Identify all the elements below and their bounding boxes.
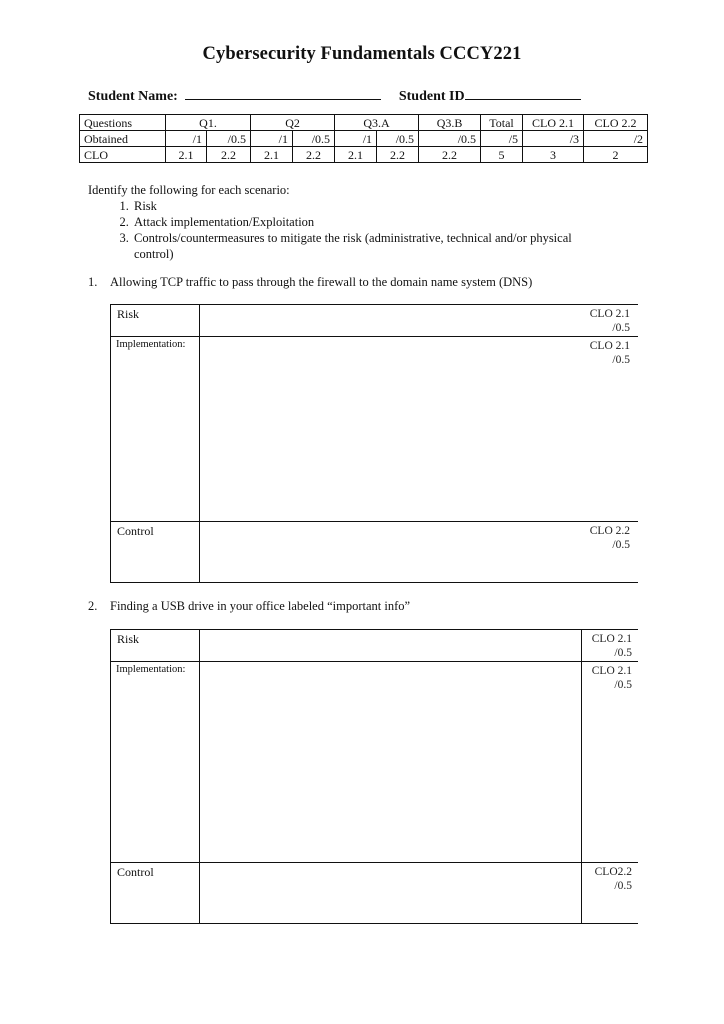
scenario-text: Finding a USB drive in your office labeled “important info” [110, 599, 411, 613]
points-tag: /0.5 [614, 679, 632, 691]
question-header: CLO 2.2 [584, 115, 648, 131]
row-score [582, 307, 630, 335]
obtained-cell[interactable]: /0.5 [419, 131, 481, 147]
clo-tag: CLO 2.1 [589, 308, 630, 320]
scenario-1-answer-box [110, 304, 638, 583]
clo-cell: 3 [523, 147, 584, 163]
clo-cell: 2.1 [166, 147, 207, 163]
points-tag: /0.5 [614, 880, 632, 892]
question-header: CLO 2.1 [523, 115, 584, 131]
clo-tag: CLO 2.1 [589, 340, 630, 352]
answer-area[interactable] [200, 863, 581, 923]
scenario-1-question [88, 275, 532, 290]
question-header: Q3.B [419, 115, 481, 131]
scenario-number: 2. [88, 599, 98, 613]
obtained-cell[interactable]: /3 [523, 131, 584, 147]
row-label: Implementation: [111, 337, 200, 521]
clo-cell: 2.1 [335, 147, 377, 163]
instructions-intro: Identify the following for each scenario: [88, 183, 290, 197]
answer-row-risk [111, 630, 638, 661]
obtained-cell[interactable]: /0.5 [207, 131, 251, 147]
student-id-label: Student ID [398, 89, 465, 104]
answer-row-implementation [111, 661, 638, 862]
answer-row-implementation [111, 336, 638, 521]
clo-cell: 2.1 [251, 147, 293, 163]
row-label: Risk [111, 630, 200, 661]
obtained-cell[interactable]: /5 [481, 131, 523, 147]
student-info-line [88, 86, 581, 105]
row-label: Control [111, 522, 200, 582]
grades-table [79, 114, 648, 163]
row-score [581, 863, 638, 923]
instruction-item: 1. Risk [132, 198, 604, 214]
clo-cell: 2.2 [377, 147, 419, 163]
obtained-cell[interactable]: /0.5 [377, 131, 419, 147]
row-label: Questions [80, 115, 166, 131]
row-score [581, 662, 638, 862]
scenario-number: 1. [88, 275, 98, 289]
answer-row-control [111, 521, 638, 582]
answer-area[interactable] [200, 337, 581, 521]
answer-area[interactable] [200, 630, 581, 661]
obtained-cell[interactable]: /1 [251, 131, 293, 147]
instruction-item: 3. Controls/countermeasures to mitigate the risk (administrative, technical and/or physical control) [132, 230, 604, 262]
obtained-cell[interactable]: /1 [166, 131, 207, 147]
row-label: Obtained [80, 131, 166, 147]
clo-tag: CLO2.2 [594, 866, 632, 878]
obtained-cell[interactable]: /1 [335, 131, 377, 147]
row-score [582, 524, 630, 552]
student-id-blank[interactable] [465, 86, 581, 100]
clo-tag: CLO 2.1 [591, 633, 632, 645]
points-tag: /0.5 [612, 539, 630, 551]
instructions-list [88, 198, 604, 262]
row-label: Implementation: [111, 662, 200, 862]
obtained-cell[interactable]: /0.5 [293, 131, 335, 147]
question-header: Q1. [166, 115, 251, 131]
row-label: Control [111, 863, 200, 923]
clo-tag: CLO 2.2 [589, 525, 630, 537]
grades-row-clo [80, 147, 648, 163]
clo-cell: 2.2 [293, 147, 335, 163]
grades-row-obtained [80, 131, 648, 147]
clo-cell: 5 [481, 147, 523, 163]
points-tag: /0.5 [612, 354, 630, 366]
points-tag: /0.5 [612, 322, 630, 334]
scenario-text: Allowing TCP traffic to pass through the firewall to the domain name system (DNS) [110, 275, 533, 289]
page-title: Cybersecurity Fundamentals CCCY221 [202, 44, 522, 64]
clo-cell: 2 [584, 147, 648, 163]
clo-tag: CLO 2.1 [591, 665, 632, 677]
obtained-cell[interactable]: /2 [584, 131, 648, 147]
points-tag: /0.5 [614, 647, 632, 659]
question-header: Q3.A [335, 115, 419, 131]
answer-area[interactable] [200, 522, 581, 582]
answer-area[interactable] [200, 662, 581, 862]
student-name-blank[interactable] [185, 86, 381, 100]
student-name-label: Student Name: [88, 89, 178, 104]
question-header: Total [481, 115, 523, 131]
scenario-2-answer-box [110, 629, 638, 924]
grades-row-questions [80, 115, 648, 131]
question-header: Q2 [251, 115, 335, 131]
answer-row-risk [111, 305, 638, 336]
clo-cell: 2.2 [419, 147, 481, 163]
scenario-2-question [88, 599, 410, 614]
instruction-item: 2. Attack implementation/Exploitation [132, 214, 604, 230]
row-score [581, 630, 638, 661]
instructions [88, 182, 604, 262]
answer-area[interactable] [200, 305, 581, 336]
row-label: CLO [80, 147, 166, 163]
clo-cell: 2.2 [207, 147, 251, 163]
answer-row-control [111, 862, 638, 923]
row-score [582, 339, 630, 367]
row-label: Risk [111, 305, 200, 336]
